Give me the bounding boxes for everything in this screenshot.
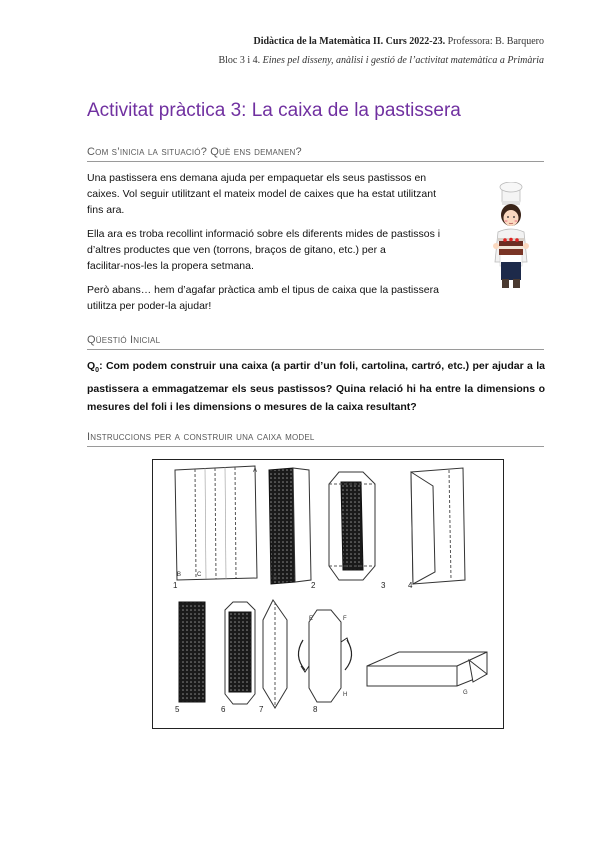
section-heading-instructions: Instruccions per a construir una caixa model bbox=[87, 431, 544, 447]
step-label: 8 bbox=[313, 705, 318, 714]
header-block bbox=[218, 55, 544, 66]
corner-letter: B bbox=[177, 572, 182, 578]
line: facilitar-nos-les la propera setmana. bbox=[87, 260, 254, 272]
question-text: : Com podem construir una caixa (a partir d’un foli, cartolina, cartró, etc.) per ajudar a la pastissera a emmagatzemar els seus pastissos? Quina relació hi ha entre la dimensions o mesures del foli i les dimensions o mesures de la caixa resultant? bbox=[87, 360, 545, 414]
corner-letter: C bbox=[197, 572, 202, 578]
line: caixes. Vol seguir utilitzant el mateix model de caixes que ha estat utilitzant bbox=[87, 188, 437, 200]
step-5-diagram bbox=[179, 602, 205, 702]
line: Una pastissera ens demana ajuda per empaquetar els seus pastissos en bbox=[87, 172, 427, 184]
corner-letter: E bbox=[309, 616, 314, 622]
header-course bbox=[253, 36, 544, 47]
header-block-label: Bloc 3 i 4. bbox=[218, 55, 263, 66]
corner-letter: H bbox=[343, 692, 348, 698]
step-label: 5 bbox=[175, 705, 180, 714]
header-course-name: Didàctica de la Matemàtica II. Curs 2022-23. bbox=[253, 36, 446, 47]
step-label: 2 bbox=[311, 581, 316, 590]
paragraph-practice bbox=[87, 282, 439, 314]
pastry-chef-illustration bbox=[485, 182, 537, 292]
question-label: Q bbox=[87, 360, 96, 372]
corner-letter: D bbox=[273, 576, 278, 582]
header-block-topic: Eines pel disseny, anàlisi i gestió de l’activitat matemàtica a Primària bbox=[262, 55, 544, 66]
step-3-diagram bbox=[329, 472, 375, 580]
step-label: 4 bbox=[408, 581, 413, 590]
paragraph-info bbox=[87, 226, 440, 274]
page-title: Activitat pràctica 3: La caixa de la pastissera bbox=[87, 100, 461, 121]
finished-box-diagram bbox=[367, 652, 487, 686]
step-2-diagram bbox=[269, 468, 311, 584]
line: Però abans… hem d’agafar pràctica amb el tipus de caixa que la pastissera bbox=[87, 284, 439, 296]
section-heading-initial-question: Qüestió Inicial bbox=[87, 334, 544, 350]
folding-instructions-figure bbox=[152, 459, 504, 729]
step-label: 7 bbox=[259, 705, 264, 714]
corner-letter: G bbox=[463, 690, 468, 696]
question-q0 bbox=[87, 357, 545, 416]
line: utilitza per poder-la ajudar! bbox=[87, 300, 212, 312]
line: fins ara. bbox=[87, 204, 125, 216]
header-professor: Professora: B. Barquero bbox=[445, 36, 544, 47]
step-8-diagram bbox=[298, 610, 351, 702]
step-label: 1 bbox=[173, 581, 178, 590]
step-4-diagram bbox=[411, 468, 465, 584]
step-1-diagram bbox=[175, 466, 257, 580]
paragraph-request bbox=[87, 170, 436, 218]
section-heading-situation: Com s’inicia la situació? Què ens demanen? bbox=[87, 146, 544, 162]
step-label: 6 bbox=[221, 705, 226, 714]
corner-letter: F bbox=[343, 616, 347, 622]
line: Ella ara es troba recollint informació sobre els diferents mides de pastissos i bbox=[87, 228, 441, 240]
step-6-diagram bbox=[225, 602, 255, 704]
line: d’altres productes que ven (torrons, braços de gitano, etc.) per a bbox=[87, 244, 386, 256]
corner-letter: A bbox=[253, 468, 258, 474]
step-label: 3 bbox=[381, 581, 386, 590]
step-7-diagram bbox=[263, 600, 287, 708]
folding-diagram bbox=[153, 460, 503, 728]
question-subscript: 0 bbox=[95, 367, 100, 375]
